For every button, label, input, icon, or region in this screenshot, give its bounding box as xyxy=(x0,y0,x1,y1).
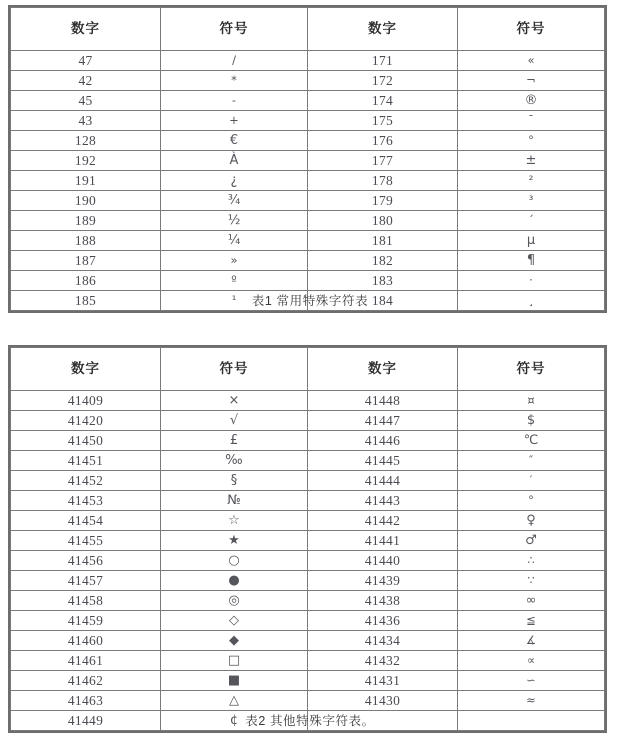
cell-number: 41453 xyxy=(11,491,161,511)
table-1-body xyxy=(11,51,605,311)
table-row xyxy=(11,551,605,571)
cell-symbol: ○ xyxy=(161,551,308,571)
cell-symbol: ′ xyxy=(458,471,605,491)
cell-symbol: µ xyxy=(458,231,605,251)
cell-symbol: º xyxy=(161,271,308,291)
cell-symbol: § xyxy=(161,471,308,491)
special-characters-table-1 xyxy=(10,7,605,311)
table-row xyxy=(11,431,605,451)
cell-symbol: ² xyxy=(458,171,605,191)
cell-number: 176 xyxy=(308,131,458,151)
table-1-caption: 表1 常用特殊字符表 xyxy=(251,294,369,308)
cell-symbol: ® xyxy=(458,91,605,111)
cell-symbol: ¬ xyxy=(458,71,605,91)
cell-symbol: / xyxy=(161,51,308,71)
cell-number: 41457 xyxy=(11,571,161,591)
cell-number: 192 xyxy=(11,151,161,171)
cell-symbol: ● xyxy=(161,571,308,591)
cell-symbol: € xyxy=(161,131,308,151)
table-row xyxy=(11,211,605,231)
cell-number: 41420 xyxy=(11,411,161,431)
table-row xyxy=(11,131,605,151)
cell-symbol: ★ xyxy=(161,531,308,551)
table-1-frame xyxy=(8,5,607,313)
table-row xyxy=(11,611,605,631)
cell-symbol: ◆ xyxy=(161,631,308,651)
cell-symbol: № xyxy=(161,491,308,511)
cell-number: 174 xyxy=(308,91,458,111)
cell-symbol: ∵ xyxy=(458,571,605,591)
cell-number: 41462 xyxy=(11,671,161,691)
cell-number: 41460 xyxy=(11,631,161,651)
table-row xyxy=(11,491,605,511)
cell-symbol: ∴ xyxy=(458,551,605,571)
table-row xyxy=(11,251,605,271)
cell-number: 41436 xyxy=(308,611,458,631)
cell-number: 41463 xyxy=(11,691,161,711)
cell-symbol: ≦ xyxy=(458,611,605,631)
cell-symbol: À xyxy=(161,151,308,171)
cell-symbol: ∽ xyxy=(458,671,605,691)
table-2-block xyxy=(8,345,602,738)
table-row xyxy=(11,651,605,671)
table-row xyxy=(11,391,605,411)
cell-number: 41461 xyxy=(11,651,161,671)
cell-symbol: ♀ xyxy=(458,511,605,531)
cell-symbol: ◇ xyxy=(161,611,308,631)
cell-number: 41452 xyxy=(11,471,161,491)
cell-symbol: ¤ xyxy=(458,391,605,411)
cell-symbol: ¯ xyxy=(458,111,605,131)
cell-symbol: ¿ xyxy=(161,171,308,191)
table-2-caption: 表2 其他特殊字符表。 xyxy=(245,714,375,728)
cell-number: 178 xyxy=(308,171,458,191)
column-header-symbol-1: 符号 xyxy=(161,8,308,51)
cell-number: 41454 xyxy=(11,511,161,531)
cell-number: 41431 xyxy=(308,671,458,691)
cell-number: 41432 xyxy=(308,651,458,671)
cell-symbol: ℃ xyxy=(458,431,605,451)
table-row xyxy=(11,471,605,491)
cell-symbol: ¼ xyxy=(161,231,308,251)
table-row xyxy=(11,671,605,691)
cell-number: 188 xyxy=(11,231,161,251)
cell-number: 41443 xyxy=(308,491,458,511)
cell-number: 41409 xyxy=(11,391,161,411)
cell-number: 41440 xyxy=(308,551,458,571)
table-row xyxy=(11,531,605,551)
cell-number: 41444 xyxy=(308,471,458,491)
table-row xyxy=(11,411,605,431)
cell-symbol: ° xyxy=(458,491,605,511)
cell-number: 41451 xyxy=(11,451,161,471)
cell-symbol: - xyxy=(161,91,308,111)
column-header-number-1: 数字 xyxy=(11,348,161,391)
cell-symbol: ♂ xyxy=(458,531,605,551)
table-row xyxy=(11,91,605,111)
table-header-row xyxy=(11,348,605,391)
table-row xyxy=(11,511,605,531)
cell-number: 41438 xyxy=(308,591,458,611)
table-row xyxy=(11,111,605,131)
cell-number: 183 xyxy=(308,271,458,291)
table-row xyxy=(11,451,605,471)
cell-symbol: ≈ xyxy=(458,691,605,711)
table-row xyxy=(11,271,605,291)
column-header-symbol-2: 符号 xyxy=(458,8,605,51)
table-row xyxy=(11,51,605,71)
cell-number: 128 xyxy=(11,131,161,151)
cell-number: 41445 xyxy=(308,451,458,471)
cell-number: 41450 xyxy=(11,431,161,451)
cell-number: 175 xyxy=(308,111,458,131)
cell-number: 186 xyxy=(11,271,161,291)
cell-number: 189 xyxy=(11,211,161,231)
cell-number: 41449 xyxy=(11,711,161,731)
cell-symbol: + xyxy=(161,111,308,131)
cell-symbol: ¶ xyxy=(458,251,605,271)
cell-symbol: ¾ xyxy=(161,191,308,211)
cell-symbol: ¹ xyxy=(161,291,308,311)
cell-number: 181 xyxy=(308,231,458,251)
table-row xyxy=(11,71,605,91)
table-1-block xyxy=(8,5,602,318)
cell-symbol: ³ xyxy=(458,191,605,211)
cell-number: 41459 xyxy=(11,611,161,631)
table-2-frame xyxy=(8,345,607,733)
cell-number: 190 xyxy=(11,191,161,211)
cell-number: 41446 xyxy=(308,431,458,451)
cell-number: 41455 xyxy=(11,531,161,551)
cell-symbol: $ xyxy=(458,411,605,431)
cell-symbol: ■ xyxy=(161,671,308,691)
cell-number: 187 xyxy=(11,251,161,271)
cell-symbol: √ xyxy=(161,411,308,431)
cell-number: 41456 xyxy=(11,551,161,571)
cell-symbol: ¢ xyxy=(161,711,308,731)
cell-symbol: ∞ xyxy=(458,591,605,611)
cell-symbol: ◎ xyxy=(161,591,308,611)
table-header-row xyxy=(11,8,605,51)
table-row xyxy=(11,591,605,611)
cell-symbol: « xyxy=(458,51,605,71)
column-header-symbol-1: 符号 xyxy=(161,348,308,391)
table-row xyxy=(11,231,605,251)
cell-number: 47 xyxy=(11,51,161,71)
cell-number: 41448 xyxy=(308,391,458,411)
cell-number: 184 xyxy=(308,291,458,311)
cell-symbol: £ xyxy=(161,431,308,451)
cell-number: 177 xyxy=(308,151,458,171)
special-characters-table-2 xyxy=(10,347,605,731)
cell-symbol: ‰ xyxy=(161,451,308,471)
cell-number: 41458 xyxy=(11,591,161,611)
cell-number: 41430 xyxy=(308,691,458,711)
cell-symbol: □ xyxy=(161,651,308,671)
cell-number: 41447 xyxy=(308,411,458,431)
cell-symbol: △ xyxy=(161,691,308,711)
cell-number: 179 xyxy=(308,191,458,211)
column-header-symbol-2: 符号 xyxy=(458,348,605,391)
table-row xyxy=(11,171,605,191)
cell-number: 182 xyxy=(308,251,458,271)
column-header-number-2: 数字 xyxy=(308,348,458,391)
table-2-header xyxy=(11,348,605,391)
cell-symbol: ° xyxy=(458,131,605,151)
cell-symbol: ´ xyxy=(458,211,605,231)
table-1-header xyxy=(11,8,605,51)
cell-symbol: * xyxy=(161,71,308,91)
cell-number: 191 xyxy=(11,171,161,191)
cell-symbol: ½ xyxy=(161,211,308,231)
cell-number: 185 xyxy=(11,291,161,311)
table-row xyxy=(11,571,605,591)
cell-symbol: ± xyxy=(458,151,605,171)
cell-symbol: ∝ xyxy=(458,651,605,671)
cell-symbol: » xyxy=(161,251,308,271)
table-row xyxy=(11,691,605,711)
table-2-body xyxy=(11,391,605,731)
table-row xyxy=(11,151,605,171)
table-row xyxy=(11,191,605,211)
cell-number: 180 xyxy=(308,211,458,231)
cell-symbol: ∡ xyxy=(458,631,605,651)
cell-number: 172 xyxy=(308,71,458,91)
cell-symbol: ″ xyxy=(458,451,605,471)
cell-number: 42 xyxy=(11,71,161,91)
cell-number: 41434 xyxy=(308,631,458,651)
column-header-number-1: 数字 xyxy=(11,8,161,51)
cell-number: 41441 xyxy=(308,531,458,551)
cell-symbol: ☆ xyxy=(161,511,308,531)
cell-number: 43 xyxy=(11,111,161,131)
cell-number: 41439 xyxy=(308,571,458,591)
table-row xyxy=(11,631,605,651)
cell-symbol: ¸ xyxy=(458,291,605,311)
cell-symbol: · xyxy=(458,271,605,291)
cell-symbol: × xyxy=(161,391,308,411)
cell-number: 45 xyxy=(11,91,161,111)
cell-number: 41442 xyxy=(308,511,458,531)
cell-number: 171 xyxy=(308,51,458,71)
column-header-number-2: 数字 xyxy=(308,8,458,51)
